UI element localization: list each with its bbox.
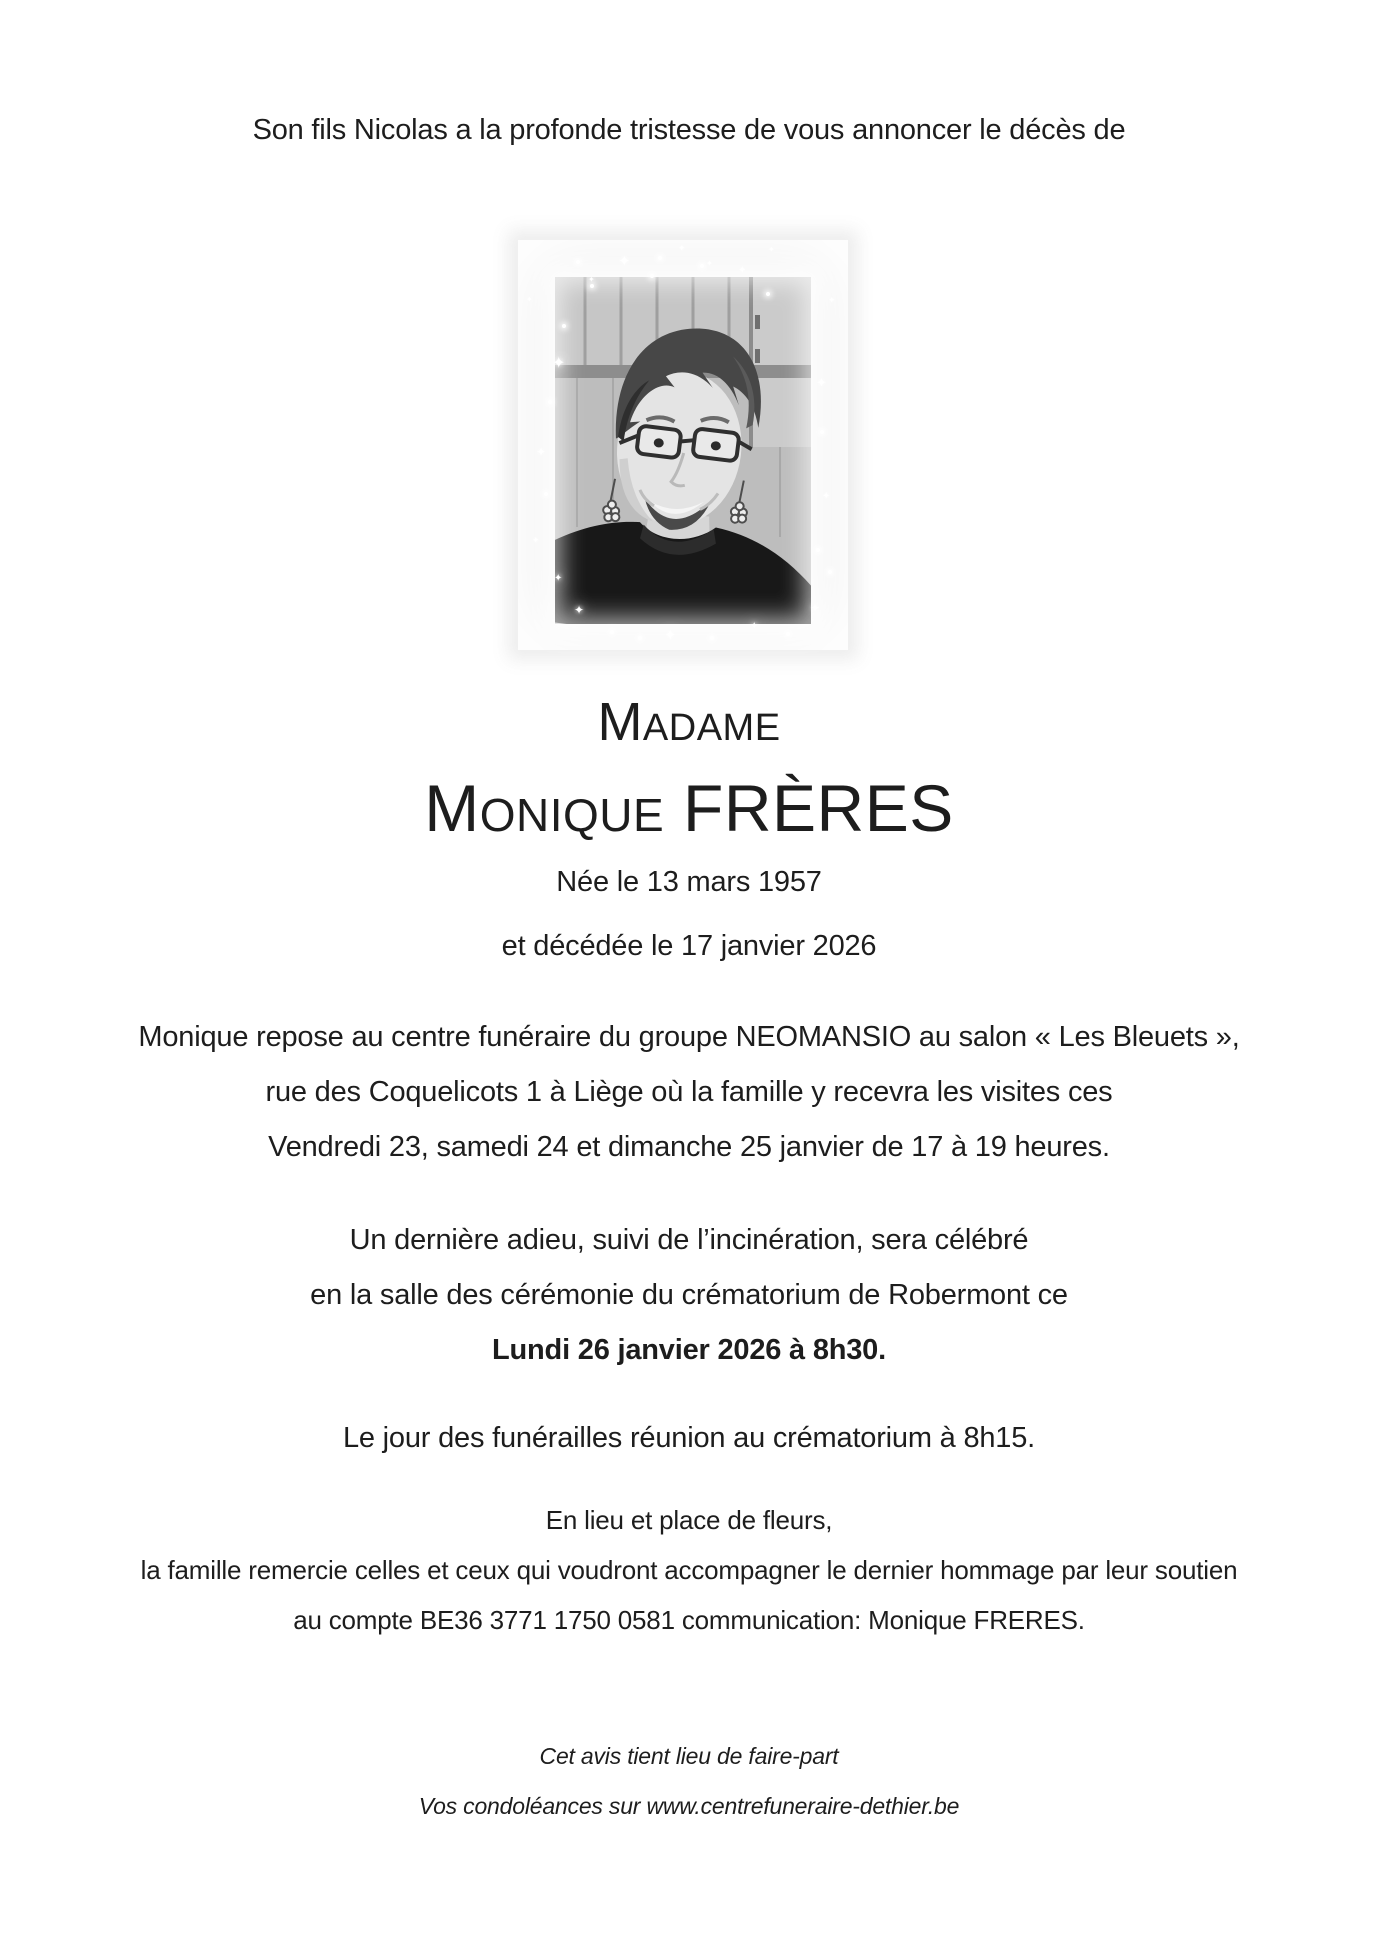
- sparkle-star: ✦: [828, 295, 836, 305]
- sparkle-dot: [828, 570, 832, 574]
- sparkle-dot: [610, 630, 614, 634]
- ceremony-line-1: Un dernière adieu, suivi de l’incinération, sera célébré: [349, 1224, 1029, 1256]
- sparkle-dot: [576, 260, 580, 264]
- sparkle-dot: [544, 492, 548, 496]
- donation-line-2: la famille remercie celles et ceux qui voudront accompagner le dernier hommage par leur soutien: [140, 1555, 1238, 1585]
- sparkle-star: ✦: [678, 243, 686, 253]
- funeral-day-line: Le jour des funérailles réunion au crématorium à 8h15.: [342, 1422, 1036, 1454]
- sparkle-dot: [700, 264, 704, 268]
- footer-condolences-line: Vos condoléances sur www.centrefuneraire-dethier.be: [418, 1793, 960, 1819]
- ceremony-date-line: Lundi 26 janvier 2026 à 8h30.: [492, 1334, 886, 1366]
- sparkle-dot: [786, 632, 790, 636]
- sparkle-star: ✦: [816, 375, 827, 390]
- visitation-line-1: Monique repose au centre funéraire du groupe NEOMANSIO au salon « Les Bleuets »,: [138, 1021, 1240, 1053]
- sparkle-star: ✦: [552, 355, 566, 372]
- donation-line-1: En lieu et place de fleurs,: [545, 1505, 833, 1535]
- sparkle-star: ✦: [664, 627, 677, 644]
- visitation-line-2: rue des Coquelicots 1 à Liège où la famille y recevra les visites ces: [265, 1076, 1113, 1108]
- sparkle-star: ✦: [554, 573, 563, 584]
- death-line: et décédée le 17 janvier 2026: [501, 930, 877, 962]
- sparkle-star: ✦: [750, 621, 759, 632]
- sparkle-star: ✦: [822, 491, 831, 502]
- sparkle-dot: [548, 400, 552, 404]
- ceremony-line-2: en la salle des cérémonie du crématorium de Robermont ce: [310, 1279, 1068, 1311]
- deceased-name: Monique FRÈRES: [424, 771, 954, 845]
- birth-line: Née le 13 mars 1957: [556, 866, 822, 898]
- sparkle-star: ✦: [536, 445, 547, 459]
- portrait-photo: [555, 277, 811, 624]
- sparkle-dot: [658, 256, 662, 260]
- sparkle-star: ✦: [526, 295, 533, 304]
- sparkle-star: ✦: [574, 603, 585, 617]
- donation-line-3: au compte BE36 3771 1750 0581 communication: Monique FRERES.: [293, 1605, 1085, 1635]
- sparkle-dot: [816, 548, 820, 552]
- sparkle-dot: [638, 636, 642, 640]
- sparkle-star: ✦: [588, 275, 595, 284]
- photo-frame: [518, 240, 848, 650]
- sparkle-star: ✦: [810, 601, 821, 615]
- sparkle-star: ✦: [738, 265, 747, 276]
- sparkle-star: ✦: [532, 535, 540, 545]
- portrait-illustration: [555, 277, 811, 624]
- sparkle-star: ✦: [618, 253, 631, 270]
- deceased-title: Madame: [597, 692, 781, 752]
- sparkle-dot: [710, 636, 714, 640]
- sparkle-dot: [820, 430, 824, 434]
- sparkle-star: ✦: [706, 259, 713, 268]
- sparkle-star: ✦: [768, 245, 775, 254]
- footer-notice-line: Cet avis tient lieu de faire-part: [539, 1743, 839, 1769]
- announcement-intro: Son fils Nicolas a la profonde tristesse de vous annoncer le décès de: [252, 114, 1126, 146]
- visitation-line-3: Vendredi 23, samedi 24 et dimanche 25 janvier de 17 à 19 heures.: [268, 1131, 1110, 1163]
